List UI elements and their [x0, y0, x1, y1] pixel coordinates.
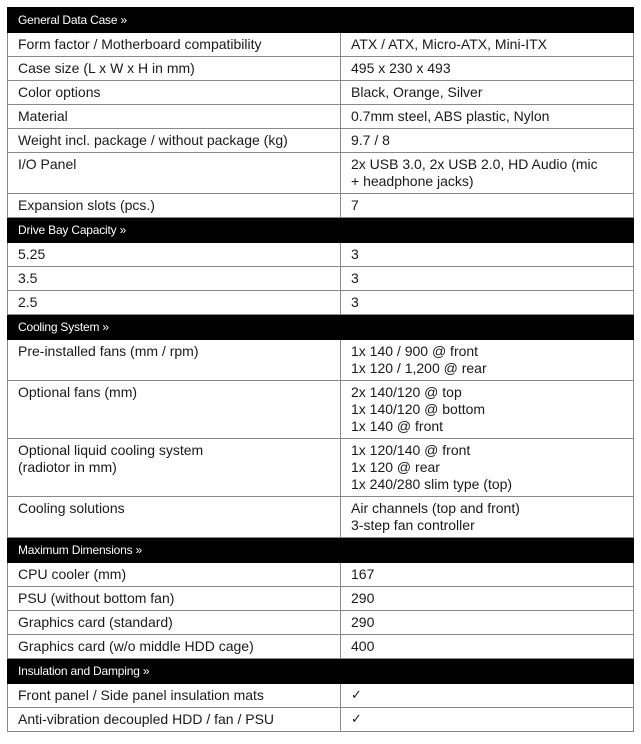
table-row: [8, 243, 634, 267]
spec-value-cell: [341, 194, 634, 218]
spec-value: 1x 140 @ front: [351, 418, 444, 434]
section-title: Maximum Dimensions »: [8, 538, 634, 563]
spec-value-cell: [341, 611, 634, 635]
spec-value-cell: [341, 381, 634, 439]
spec-value-cell: [341, 291, 634, 315]
spec-value: 167: [351, 566, 375, 582]
spec-label: Cooling solutions: [18, 500, 125, 516]
spec-label-cell: [8, 340, 341, 381]
spec-value-cell: [341, 684, 634, 708]
spec-value: 1x 240/280 slim type (top): [351, 476, 513, 492]
spec-label-cell: [8, 129, 341, 153]
table-row: [8, 33, 634, 57]
section-title: Drive Bay Capacity »: [8, 218, 634, 243]
spec-label-cell: [8, 291, 341, 315]
spec-label: Form factor / Motherboard compatibility: [18, 36, 262, 52]
spec-label: 2.5: [18, 294, 38, 310]
table-row: [8, 684, 634, 708]
section-header: [8, 218, 634, 243]
spec-label: Graphics card (standard): [18, 614, 173, 630]
section-header: [8, 8, 634, 33]
spec-value: 495 x 230 x 493: [351, 60, 451, 76]
spec-value: 1x 140 / 900 @ front: [351, 343, 479, 359]
spec-value-cell: [341, 57, 634, 81]
table-row: [8, 497, 634, 538]
spec-value: 2x USB 3.0, 2x USB 2.0, HD Audio (mic: [351, 156, 598, 172]
spec-label: I/O Panel: [18, 156, 77, 172]
spec-value: 0.7mm steel, ABS plastic, Nylon: [351, 108, 550, 124]
spec-value: 3-step fan controller: [351, 517, 475, 533]
table-row: [8, 81, 634, 105]
checkmark-icon: ✓: [351, 688, 362, 703]
spec-label: Optional fans (mm): [18, 384, 138, 400]
table-row: [8, 105, 634, 129]
spec-value: 1x 120 / 1,200 @ rear: [351, 360, 487, 376]
spec-value: 9.7 / 8: [351, 132, 390, 148]
spec-value: 2x 140/120 @ top: [351, 384, 462, 400]
spec-value: Black, Orange, Silver: [351, 84, 483, 100]
table-row: [8, 153, 634, 194]
section-title: General Data Case »: [8, 8, 634, 33]
table-row: [8, 129, 634, 153]
spec-value: 290: [351, 590, 375, 606]
table-row: [8, 635, 634, 659]
spec-label: Weight incl. package / without package (kg): [18, 132, 288, 148]
spec-value-cell: [341, 635, 634, 659]
spec-label: Anti-vibration decoupled HDD / fan / PSU: [18, 711, 275, 727]
section-title: Insulation and Damping »: [8, 659, 634, 684]
spec-label-cell: [8, 194, 341, 218]
spec-label-cell: [8, 81, 341, 105]
spec-value-cell: [341, 340, 634, 381]
table-row: [8, 439, 634, 497]
spec-value: 1x 120/140 @ front: [351, 442, 471, 458]
spec-table-body: [8, 8, 634, 732]
section-header: [8, 659, 634, 684]
spec-label: Expansion slots (pcs.): [18, 197, 155, 213]
spec-label-cell: [8, 243, 341, 267]
spec-label-cell: [8, 497, 341, 538]
spec-value: 400: [351, 638, 375, 654]
spec-label: Material: [18, 108, 68, 124]
spec-value: 1x 140/120 @ bottom: [351, 401, 486, 417]
spec-label-cell: [8, 439, 341, 497]
spec-value: 3: [351, 270, 359, 286]
table-row: [8, 611, 634, 635]
spec-label: Optional liquid cooling system: [18, 442, 204, 458]
section-header: [8, 315, 634, 340]
spec-label: Case size (L x W x H in mm): [18, 60, 195, 76]
spec-label: (radiotor in mm): [18, 459, 117, 475]
spec-value-cell: [341, 243, 634, 267]
spec-value-cell: [341, 105, 634, 129]
spec-label: Graphics card (w/o middle HDD cage): [18, 638, 254, 654]
spec-value-cell: [341, 439, 634, 497]
spec-value-cell: [341, 33, 634, 57]
spec-label-cell: [8, 267, 341, 291]
table-row: [8, 381, 634, 439]
spec-value-cell: [341, 587, 634, 611]
spec-label-cell: [8, 381, 341, 439]
spec-label-cell: [8, 684, 341, 708]
spec-label-cell: [8, 33, 341, 57]
spec-label-cell: [8, 153, 341, 194]
spec-value-cell: [341, 497, 634, 538]
spec-value-cell: [341, 129, 634, 153]
table-row: [8, 708, 634, 732]
spec-value: 3: [351, 246, 359, 262]
spec-value-cell: [341, 708, 634, 732]
spec-label-cell: [8, 635, 341, 659]
section-title: Cooling System »: [8, 315, 634, 340]
spec-value: ATX / ATX, Micro-ATX, Mini-ITX: [351, 36, 548, 52]
spec-value-cell: [341, 81, 634, 105]
table-row: [8, 340, 634, 381]
spec-value: 1x 120 @ rear: [351, 459, 440, 475]
spec-table: [7, 7, 634, 732]
spec-value-cell: [341, 563, 634, 587]
spec-label-cell: [8, 105, 341, 129]
spec-value: 290: [351, 614, 375, 630]
spec-value: Air channels (top and front): [351, 500, 520, 516]
table-row: [8, 194, 634, 218]
spec-label: CPU cooler (mm): [18, 566, 127, 582]
spec-value: + headphone jacks): [351, 173, 474, 189]
spec-label-cell: [8, 57, 341, 81]
spec-label: Pre-installed fans (mm / rpm): [18, 343, 199, 359]
spec-label-cell: [8, 708, 341, 732]
spec-value: 3: [351, 294, 359, 310]
checkmark-icon: ✓: [351, 712, 362, 727]
spec-value: 7: [351, 197, 359, 213]
table-row: [8, 563, 634, 587]
section-header: [8, 538, 634, 563]
spec-value-cell: [341, 153, 634, 194]
table-row: [8, 587, 634, 611]
table-row: [8, 291, 634, 315]
spec-value-cell: [341, 267, 634, 291]
spec-label: 5.25: [18, 246, 46, 262]
spec-label: Color options: [18, 84, 101, 100]
spec-label-cell: [8, 587, 341, 611]
spec-label: Front panel / Side panel insulation mats: [18, 687, 264, 703]
spec-label-cell: [8, 611, 341, 635]
spec-label: PSU (without bottom fan): [18, 590, 175, 606]
spec-label-cell: [8, 563, 341, 587]
table-row: [8, 267, 634, 291]
spec-label: 3.5: [18, 270, 38, 286]
table-row: [8, 57, 634, 81]
